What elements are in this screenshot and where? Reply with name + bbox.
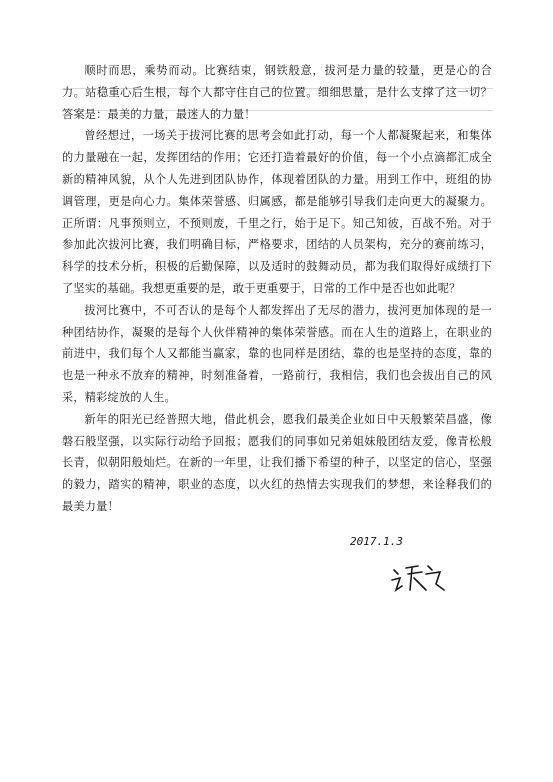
handwritten-signature [388, 560, 448, 596]
paragraph: 顺时而思，乘势而动。比赛结束，钢铁般意，拔河是力量的较量，更是心的合力。站稳重心后生根，每个人都守住自己的位置。细细思量，是什么支撑了这一切？答案是：最美的力量，最迷人的力量！ [62, 64, 492, 121]
letter-date: 2017.1.3 [350, 535, 403, 548]
paragraph: 新年的阳光已经普照大地，借此机会，愿我们最美企业如日中天般繁荣昌盛，像磐石般坚强，以实际行动给予回报；愿我们的同事如兄弟姐妹般团结友爱，像青松般长青，似朝阳般灿烂。在新的一年里，让我们播下希望的种子，以坚定的信心，坚强的毅力，踏实的精神，职业的态度，以火红的热情去实现我们的梦想，来诠释我们的最美力量！ [62, 412, 492, 513]
paragraph: 拔河比赛中，不可否认的是每个人都发挥出了无尽的潜力，拔河更加体现的是一种团结协作，凝聚的是每个人伙伴精神的集体荣誉感。而在人生的道路上，在职业的前进中，我们每个人又都能当赢家，靠的也同样是团结，靠的也是坚持的态度，靠的也是一种永不放弃的精神，时刻准备着，一路前行，我相信，我们也会拔出自己的风采，精彩绽放的人生。 [62, 303, 492, 404]
paragraph: 曾经想过，一场关于拔河比赛的思考会如此打动，每一个人都凝聚起来，和集体的力量融在一起，发挥团结的作用；它还打造着最好的价值，每一个小点滴都汇成全新的精神风貌，从个人先进到团队协作，体现着团队的力量。用到工作中，班组的协调管理，更是向心力。集体荣誉感、归属感，都是能够引导我们走向更大的凝聚力。正所谓：凡事预则立，不预则废，千里之行，始于足下。知己知彼，百战不殆。对于参加此次拔河比赛，我们明确目标，严格要求，团结的人员架构，充分的赛前练习，科学的技术分析，积极的后勤保障，以及适时的鼓舞动员，都为我们取得好成绩打下了坚实的基础。我想更重要的是，敢于更重要于，日常的工作中是否也如此呢？ [62, 129, 492, 295]
letter-body [62, 60, 492, 518]
